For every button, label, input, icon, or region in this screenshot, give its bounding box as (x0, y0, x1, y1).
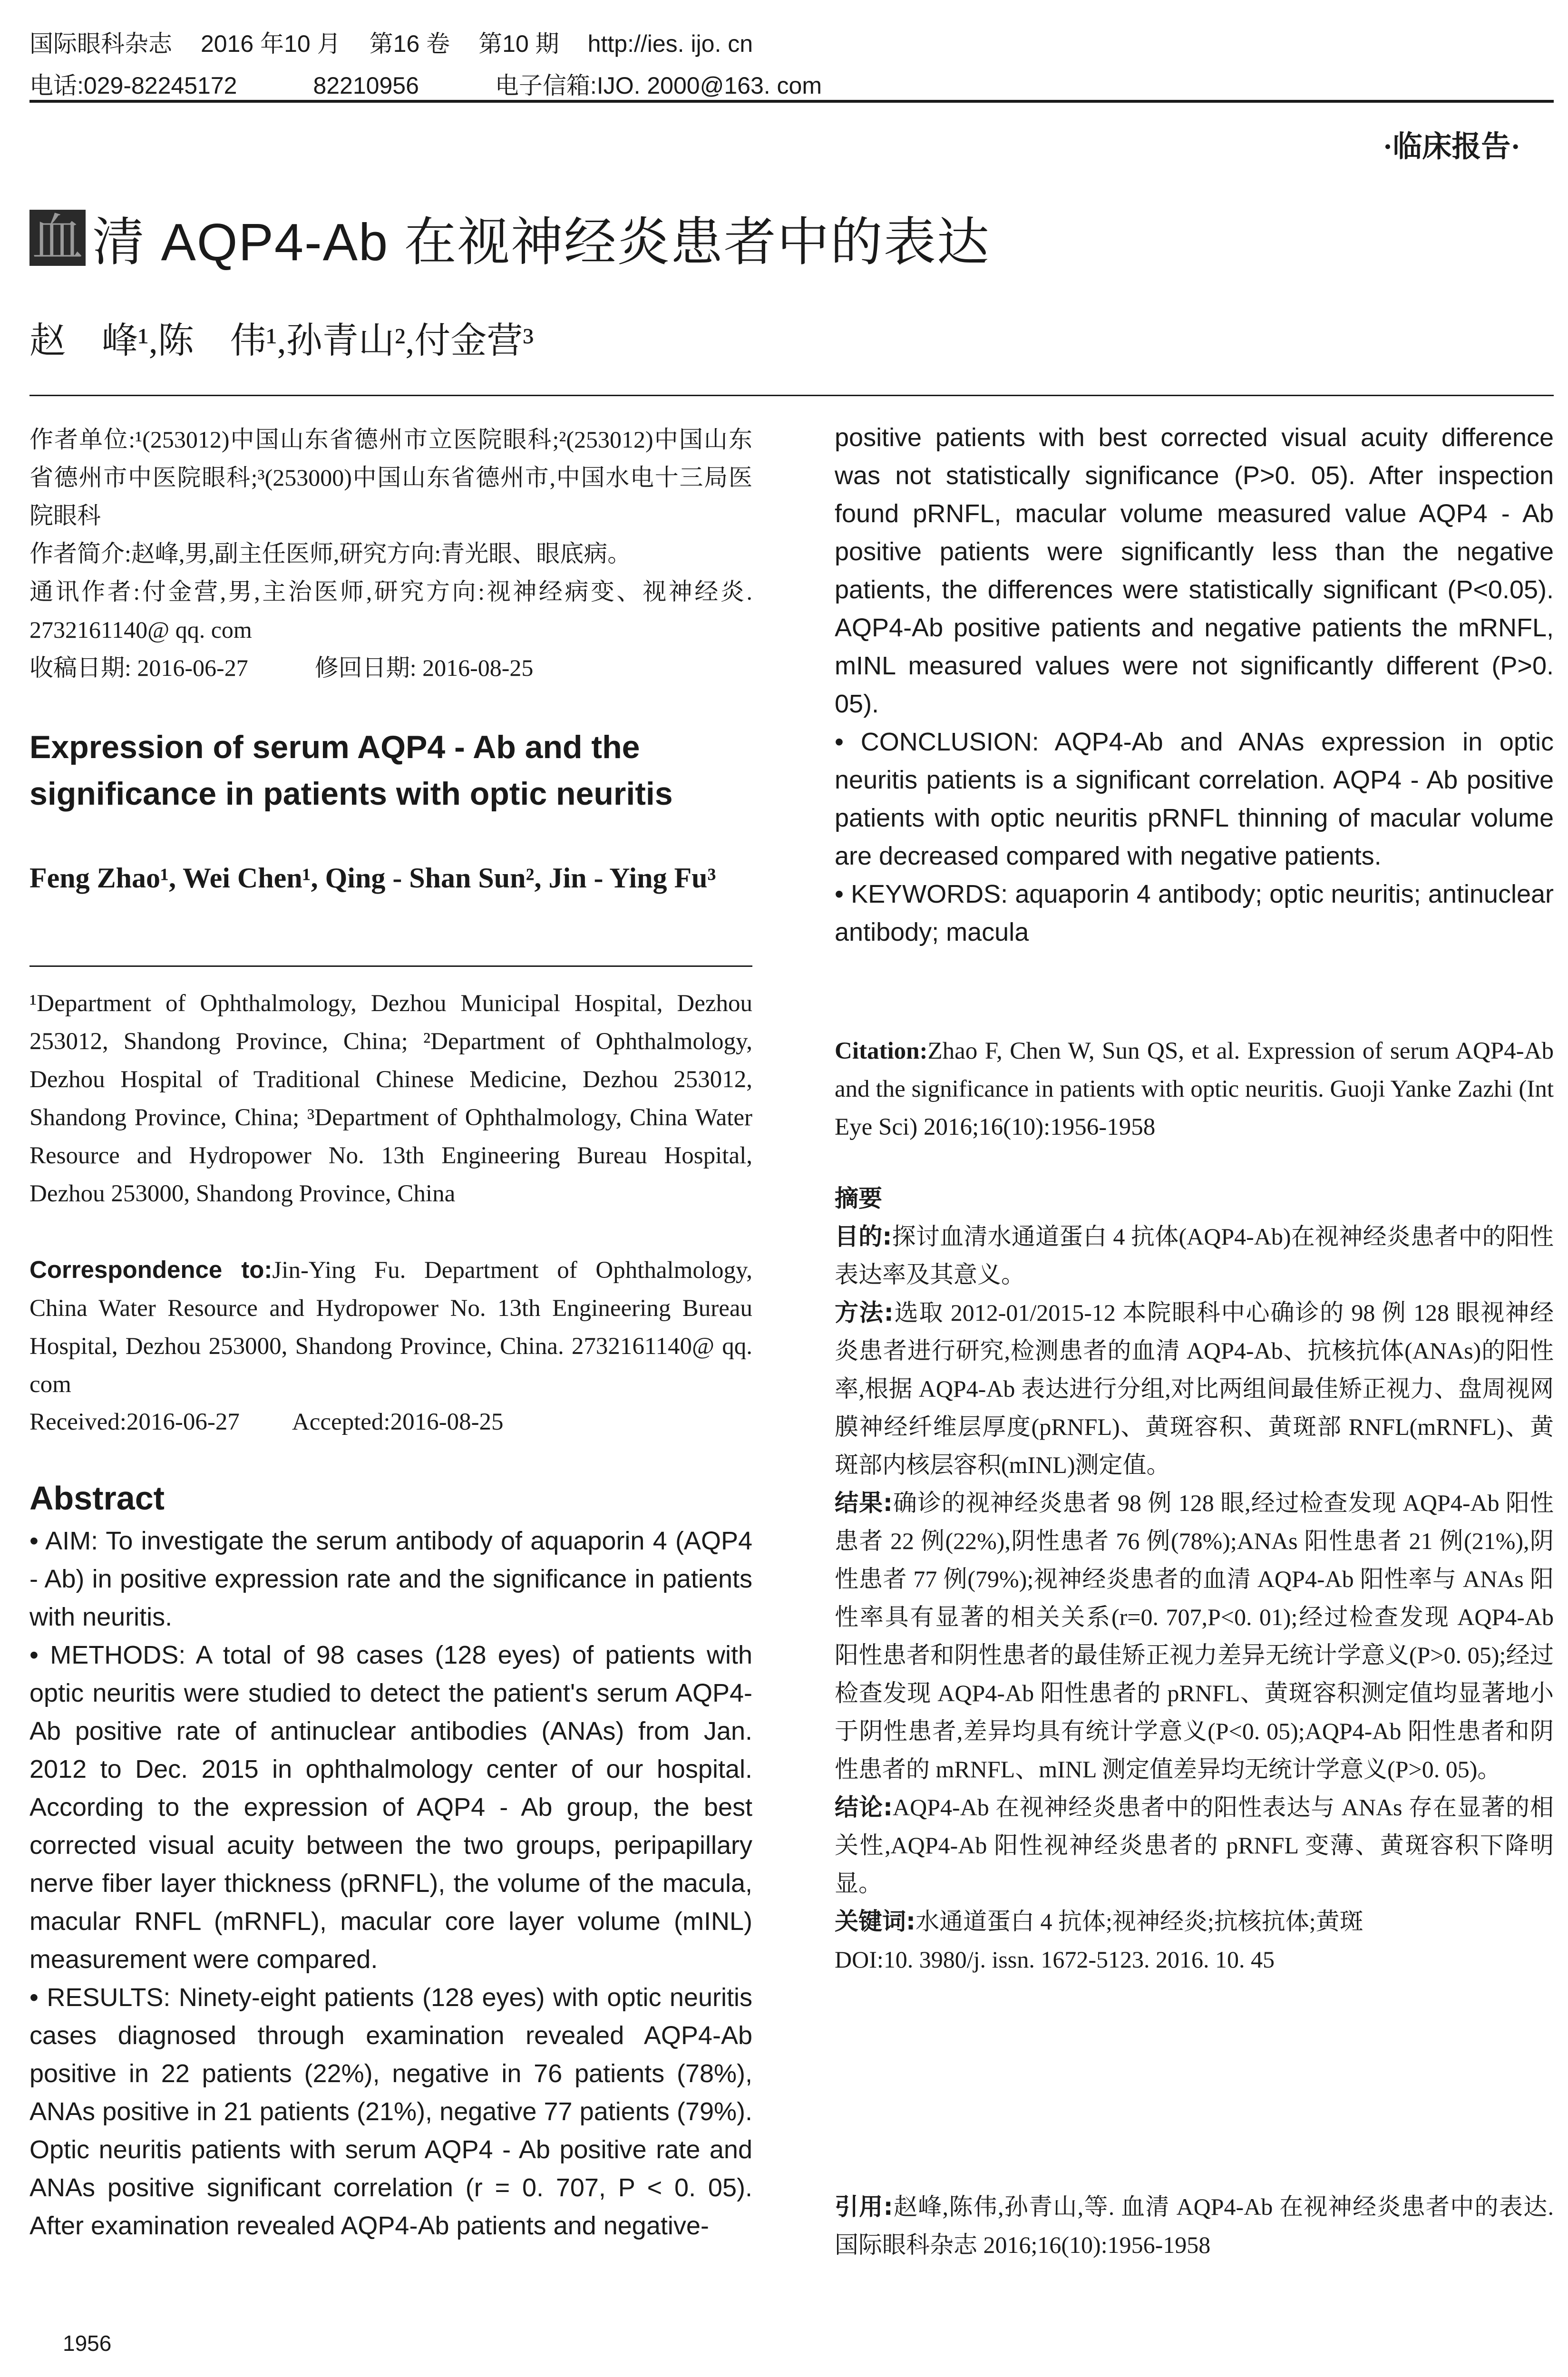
title-rule (29, 395, 1554, 396)
page-number: 1956 (63, 2331, 112, 2356)
citation-chinese (835, 2188, 1554, 2264)
correspondence (29, 1251, 752, 1403)
article-title (29, 205, 990, 271)
affiliation-rule (29, 965, 752, 967)
zhaiyao-results: 结果:确诊的视神经炎患者 98 例 128 眼,经过检查发现 AQP4-Ab 阳性患者 22 例(22%),阴性患者 76 例(78%);ANAs 阳性患者 21 例(21%),阴性患者 77 例(79%);视神经炎患者的血清 AQP4-Ab 阳性率与 ANAs 阳性率具有显著的相关关系(r=0. 707,P<0. 01);经过检查发现 AQP4-Ab 阳性患者和阴性患者的最佳矫正视力差异无统计学意义(P>0. 05);经过检查发现 AQP4-Ab 阳性患者的 pRNFL、黄斑容积测定值均显著地小于阴性患者,差异均具有统计学意义(P<0. 05);AQP4-Ab 阳性患者和阴性患者的 mRNFL、mINL 测定值差异均无统计学意义(P>0. 05)。 (835, 1489, 1554, 1783)
abstract-conclusion: • CONCLUSION: AQP4-Ab and ANAs expression in optic neuritis patients is a significant correlation. AQP4 - Ab positive patients with optic neuritis pRNFL thinning of macular volume are decreased compared with negative patients. (835, 728, 1554, 870)
affiliation-chinese (29, 420, 752, 649)
citation-english (835, 1032, 1554, 1146)
abstract-methods: • METHODS: A total of 98 cases (128 eyes) of patients with optic neuritis were studied to detect the patient's serum AQP4-Ab positive rate of antinuclear antibodies (ANAs) from Jan. 2012 to Dec. 2015 in ophthalmology center of our hospital. According to the expression of AQP4 - Ab group, the best corrected visual acuity between the two groups, peripapillary nerve fiber layer thickness (pRNFL), the volume of the macula, macular RNFL (mRNFL), macular core layer volume (mINL) measurement were compared. (29, 1641, 752, 1974)
abstract-keywords: • KEYWORDS: aquaporin 4 antibody; optic neuritis; antinuclear antibody; macula (835, 880, 1554, 946)
journal-header-line2 (29, 67, 898, 101)
cite-cn-label: 引用: (835, 2193, 893, 2221)
phone2: 82210956 (313, 72, 419, 99)
citation-text: Zhao F, Chen W, Sun QS, et al. Expression of serum AQP4-Ab and the significance in patients with optic neuritis. Guoji Yanke Zazhi (Int Eye Sci) 2016;16(10):1956-1958 (835, 1038, 1554, 1140)
zhaiyao-heading: 摘要 (835, 1185, 882, 1212)
revised-date: 修回日期: 2016-08-25 (314, 654, 534, 681)
dates-chinese (29, 649, 752, 683)
phone: 电话:029-82245172 (29, 72, 237, 99)
english-title: Expression of serum AQP4 - Ab and the significance in patients with optic neuritis (29, 729, 673, 812)
zhaiyao-conclusion: 结论:AQP4-Ab 在视神经炎患者中的阳性表达与 ANAs 存在显著的相关性,AQP4-Ab 阳性视神经炎患者的 pRNFL 变薄、黄斑容积下降明显。 (835, 1793, 1554, 1897)
title-initial-block: 血 (29, 210, 86, 266)
cite-cn-text: 赵峰,陈伟,孙青山,等. 血清 AQP4-Ab 在视神经炎患者中的表达. 国际眼科杂志 2016;16(10):1956-1958 (835, 2193, 1554, 2258)
affiliation-english: ¹Department of Ophthalmology, Dezhou Municipal Hospital, Dezhou 253012, Shandong Province, China; ²Department of Ophthalmology, Dezhou Hospital of Traditional Chinese Medicine, Dezhou 253012, Shandong Province, China; ³Department of Ophthalmology, China Water Resource and Hydropower No. 13th Engineering Bureau Hospital, Dezhou 253000, Shandong Province, China (29, 990, 752, 1207)
chinese-abstract (835, 1179, 1554, 1978)
abstract-heading: Abstract (29, 1480, 165, 1517)
correspondence-text: Jin-Ying Fu. Department of Ophthalmology, China Water Resource and Hydropower No. 13th Engineering Bureau Hospital, Dezhou 253000, Shandong Province, China. 2732161140@ qq. com (29, 1257, 752, 1398)
authors-chinese: 赵 峰¹,陈 伟¹,孙青山²,付金营³ (29, 321, 534, 361)
section-label: ·临床报告· (1383, 131, 1520, 163)
abstract-results-right: positive patients with best corrected visual acuity difference was not statistically significance (P>0. 05). After inspection found pRNFL, macular volume measured value AQP4 - Ab positive patients were significantly less than the negative patients, the differences were statistically significant (P<0.05). AQP4-Ab positive patients and negative patients the mRNFL, mINL measured values were not significantly different (P>0. 05). (835, 423, 1554, 718)
issue-date: 2016 年10 月 (201, 30, 341, 57)
volume: 第16 卷 (369, 30, 450, 57)
zhaiyao-doi[interactable]: DOI:10. 3980/j. issn. 1672-5123. 2016. 10. 45 (835, 1946, 1275, 1973)
zhaiyao-methods: 方法:选取 2012-01/2015-12 本院眼科中心确诊的 98 例 128 眼视神经炎患者进行研究,检测患者的血清 AQP4-Ab、抗核抗体(ANAs)的阳性率,根据 AQP4-Ab 表达进行分组,对比两组间最佳矫正视力、盘周视网膜神经纤维层厚度(pRNFL)、黄斑容积、黄斑部 RNFL(mRNFL)、黄斑部内核层容积(mINL)测定值。 (835, 1299, 1554, 1478)
received-accepted (29, 1403, 752, 1441)
abstract-right (835, 419, 1554, 951)
abstract-left (29, 1522, 752, 2245)
abstract-results-left: • RESULTS: Ninety-eight patients (128 eyes) with optic neuritis cases diagnosed through examination revealed AQP4-Ab positive in 22 patients (22%), negative in 76 patients (78%), ANAs positive in 21 patients (21%), negative 77 patients (79%). Optic neuritis patients with serum AQP4 - Ab positive rate and ANAs positive significant correlation (r = 0. 707, P < 0. 05). After examination revealed AQP4-Ab patients and negative- (29, 1983, 752, 2240)
journal-header-line1 (29, 25, 781, 59)
affiliation-units: 作者单位:¹(253012)中国山东省德州市立医院眼科;²(253012)中国山东省德州市中医院眼科;³(253000)中国山东省德州市,中国水电十三局医院眼科 (29, 426, 752, 529)
corresponding-author: 通讯作者:付金营,男,主治医师,研究方向:视神经病变、视神经炎. 2732161140@ qq. com (29, 578, 752, 643)
accepted-en: Accepted:2016-08-25 (292, 1409, 504, 1435)
correspondence-label: Correspondence to: (29, 1256, 273, 1283)
journal-url[interactable]: http://ies. ijo. cn (587, 30, 753, 57)
journal-name: 国际眼科杂志 (29, 30, 172, 57)
abstract-aim: • AIM: To investigate the serum antibody of aquaporin 4 (AQP4 - Ab) in positive expression rate and the significance in patients with neuritis. (29, 1527, 752, 1631)
zhaiyao-keywords: 关键词:水通道蛋白 4 抗体;视神经炎;抗核抗体;黄斑 (835, 1908, 1363, 1935)
header-rule (29, 100, 1554, 103)
zhaiyao-aim: 目的:探讨血清水通道蛋白 4 抗体(AQP4-Ab)在视神经炎患者中的阳性表达率及其意义。 (835, 1223, 1554, 1288)
received-date: 收稿日期: 2016-06-27 (29, 654, 248, 681)
author-bio: 作者简介:赵峰,男,副主任医师,研究方向:青光眼、眼底病。 (29, 540, 632, 567)
received-en: Received:2016-06-27 (29, 1409, 240, 1435)
title-text: 清 AQP4-Ab 在视神经炎患者中的表达 (92, 213, 990, 272)
english-authors: Feng Zhao¹, Wei Chen¹, Qing - Shan Sun², Jin - Ying Fu³ (29, 862, 716, 894)
email[interactable]: 电子信箱:IJO. 2000@163. com (495, 72, 822, 99)
issue: 第10 期 (478, 30, 559, 57)
citation-label: Citation: (835, 1038, 928, 1064)
